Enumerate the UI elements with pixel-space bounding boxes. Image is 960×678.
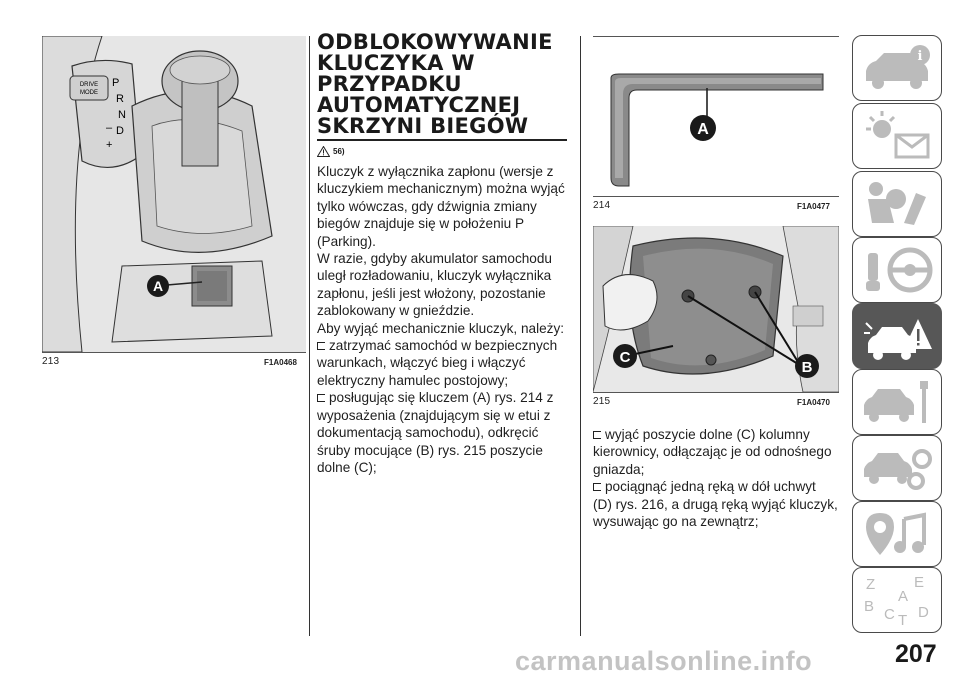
car-service-icon [858,375,936,429]
tab-warning-lights[interactable] [852,103,942,169]
callout-a-fig213: A [152,278,164,294]
warning-ref-text: 56) [333,147,345,156]
watermark: carmanualsonline.info [515,646,813,676]
svg-text:i: i [917,49,923,64]
drive-mode-label-2: MODE [80,90,98,96]
svg-text:D: D [918,604,929,621]
figure-215-rule [593,392,839,393]
title-line-5: SKRZYNI BIEGÓW [317,114,529,138]
technical-data-icon [858,441,936,495]
figure-213-rule [42,352,306,353]
figure-213-code: F1A0468 [264,358,297,367]
title-line-3: PRZYPADKU [317,72,462,96]
column-divider-1 [309,36,310,636]
paragraph-2: W razie, gdyby akumulator samochodu uległ rozładowaniu, kluczyk wyłącznika zapłonu, jeśli jest włożony, pozostanie zablokowany w gnieździe. [317,251,552,319]
title-line-4: AUTOMATYCZNEJ [317,93,521,117]
figure-214-top-rule [593,36,839,37]
body-text-column-3 [593,426,838,530]
bullet-4: pociągnąć jedną ręką w dół uchwyt (D) rys. 216, a drugą ręką wyjąć kluczyk, wysuwając go na zewnątrz; [593,479,838,530]
svg-text:T: T [898,612,908,627]
bullet-1: zatrzymać samochód w bezpiecznych warunkach, włączyć bieg i włączyć elektryczny hamulec postojowy; [317,337,572,389]
tab-technical-data[interactable] [852,435,942,501]
airbag-safety-icon [858,177,936,231]
svg-text:C: C [884,606,895,623]
section-title [317,32,567,137]
paragraph-3: Aby wyjąć mechanicznie kluczyk, należy: [317,320,565,336]
multimedia-icon [858,507,936,561]
title-line-1: ODBLOKOWYWANIE [317,30,553,54]
callout-b-fig215: B [801,359,813,376]
bullet-2: posługując się kluczem (A) rys. 214 z wyposażenia (znajdującym się w etui z dokumentacją samochodu), odkręcić śruby mocujące (B) rys. 215 poszycie dolne (C); [317,389,572,476]
title-rule [317,139,567,141]
callout-c-fig215: C [619,349,631,366]
gear-r: R [116,93,124,105]
gear-n: N [118,109,126,121]
tab-airbag-safety[interactable] [852,171,942,237]
index-icon [858,573,936,627]
paragraph-1: Kluczyk z wyłącznika zapłonu (wersje z kluczykiem mechanicznym) można wyjąć tylko wówczas, gdy dźwignia zmiany biegów znajduje się w położeniu P (Parking). [317,164,565,249]
car-info-icon [858,41,936,95]
tab-car-info[interactable] [852,35,942,101]
figure-214-rule [593,196,839,197]
figure-214-code: F1A0477 [797,202,830,211]
figure-215-number: 215 [593,396,611,407]
warning-lights-icon [858,109,936,163]
gear-plus: + [106,139,113,151]
tab-index[interactable] [852,567,942,633]
gear-p: P [112,77,120,89]
warning-reference [317,146,345,157]
figure-215-code: F1A0470 [797,398,830,407]
callout-a-fig214: A [697,121,709,138]
key-steering-icon [858,243,936,297]
title-line-2: KLUCZYKA W [317,51,475,75]
tab-emergency[interactable] [852,303,942,369]
figure-213-number: 213 [42,356,60,367]
gear-d: D [116,125,124,137]
tab-multimedia[interactable] [852,501,942,567]
figure-214-number: 214 [593,200,611,211]
svg-text:E: E [914,574,925,591]
figure-214-hex-key [593,38,839,194]
body-text-column-2 [317,163,572,476]
warning-triangle-icon [317,146,330,157]
tab-car-service[interactable] [852,369,942,435]
figure-215-steering-cover [593,226,839,392]
svg-text:Z: Z [866,576,876,593]
svg-text:A: A [898,588,909,605]
page-number: 207 [895,640,937,668]
tab-key-steering[interactable] [852,237,942,303]
figure-213-gear-selector [42,36,306,352]
emergency-icon [858,309,936,363]
column-divider-2 [580,36,581,636]
gear-minus: – [106,122,113,134]
svg-text:B: B [864,598,875,615]
bullet-3: wyjąć poszycie dolne (C) kolumny kierownicy, odłączając je od odnośnego gniazda; [593,426,838,478]
drive-mode-label-1: DRIVE [79,82,99,88]
